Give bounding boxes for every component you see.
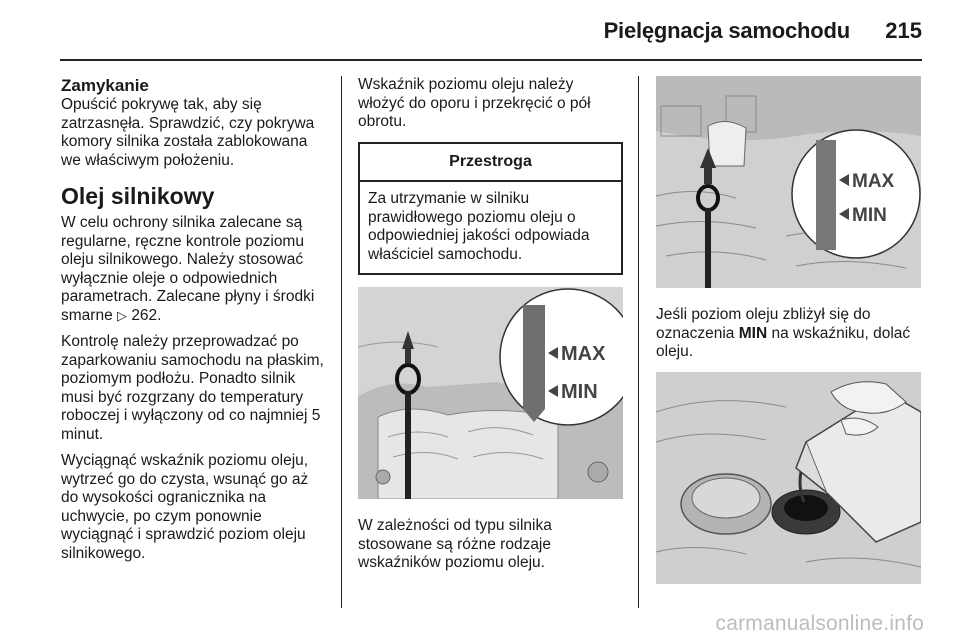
column-divider: [341, 76, 342, 608]
heading-engine-oil: Olej silnikowy: [61, 183, 215, 209]
paragraph-oil-procedure: Wyciągnąć wskaźnik poziomu oleju, wytrzeć go do czysta, wsunąć go aż do wysokości ogranicznika na uchwycie, po czym ponownie wyciągnąć i sprawdzić poziom oleju silnikowego.: [61, 452, 309, 562]
min-mark-label: MIN: [738, 324, 768, 342]
page-title: Pielęgnacja samochodu: [603, 18, 850, 43]
column-right: [656, 76, 921, 602]
watermark-text: carmanualsonline.info: [715, 612, 924, 635]
page-header: [0, 0, 960, 60]
heading-closing: Zamykanie: [61, 76, 149, 95]
paragraph-refill-text-end: na wskaźniku, dolać oleju.: [656, 324, 911, 360]
dipstick-max-label: MAX: [561, 343, 606, 365]
column-middle: [358, 76, 623, 581]
paragraph-insert-dipstick: Wskaźnik poziomu oleju należy włożyć do oporu i przekręcić o pół obrotu.: [358, 76, 591, 130]
header-rule: [60, 59, 922, 61]
column-divider: [638, 76, 639, 608]
paragraph-oil-intro-text: W celu ochrony silnika zalecane są regularne, ręczne kontrole poziomu oleju silnikowego. Należy stosować wyłącznie oleje o odpowiednich parametrach. Zalecane płyny i środki smarne: [61, 214, 315, 324]
dipstick-figure-alt: [656, 76, 921, 288]
paragraph-oil-intro: [61, 214, 329, 325]
column-left: [61, 76, 329, 571]
paragraph-oil-conditions: Kontrolę należy przeprowadzać po zaparkowaniu samochodu na płaskim, poziomym podłożu. Ponadto silnik musi być rozgrzany do temperatury roboczej i wyłączony od co najmniej 5 minut.: [61, 333, 324, 443]
caution-body: Za utrzymanie w silniku prawidłowego poziomu oleju o odpowiedniej jakości odpowiada właściciel samochodu.: [368, 190, 590, 263]
dipstick-min-label: MIN: [561, 381, 598, 403]
paragraph-dipstick-types: W zależności od typu silnika stosowane są różne rodzaje wskaźników poziomu oleju.: [358, 517, 552, 571]
paragraph-closing: Opuścić pokrywę tak, aby się zatrzasnęła. Sprawdzić, czy pokrywa komory silnika została zablokowana we właściwym położeniu.: [61, 96, 315, 169]
dipstick-max-label: MAX: [852, 171, 895, 192]
caution-box: [358, 142, 623, 276]
page-reference-link[interactable]: 262.: [131, 306, 162, 324]
caution-title: Przestroga: [360, 144, 621, 183]
oil-refill-figure: [656, 372, 921, 584]
page-number: 215: [885, 18, 922, 43]
dipstick-figure: [358, 287, 623, 499]
paragraph-refill: [656, 306, 921, 362]
paragraph-refill-text: Jeśli poziom oleju zbliżył się do oznaczenia: [656, 306, 871, 342]
dipstick-min-label: MIN: [852, 205, 887, 226]
page-reference-icon: ▷: [117, 307, 127, 323]
